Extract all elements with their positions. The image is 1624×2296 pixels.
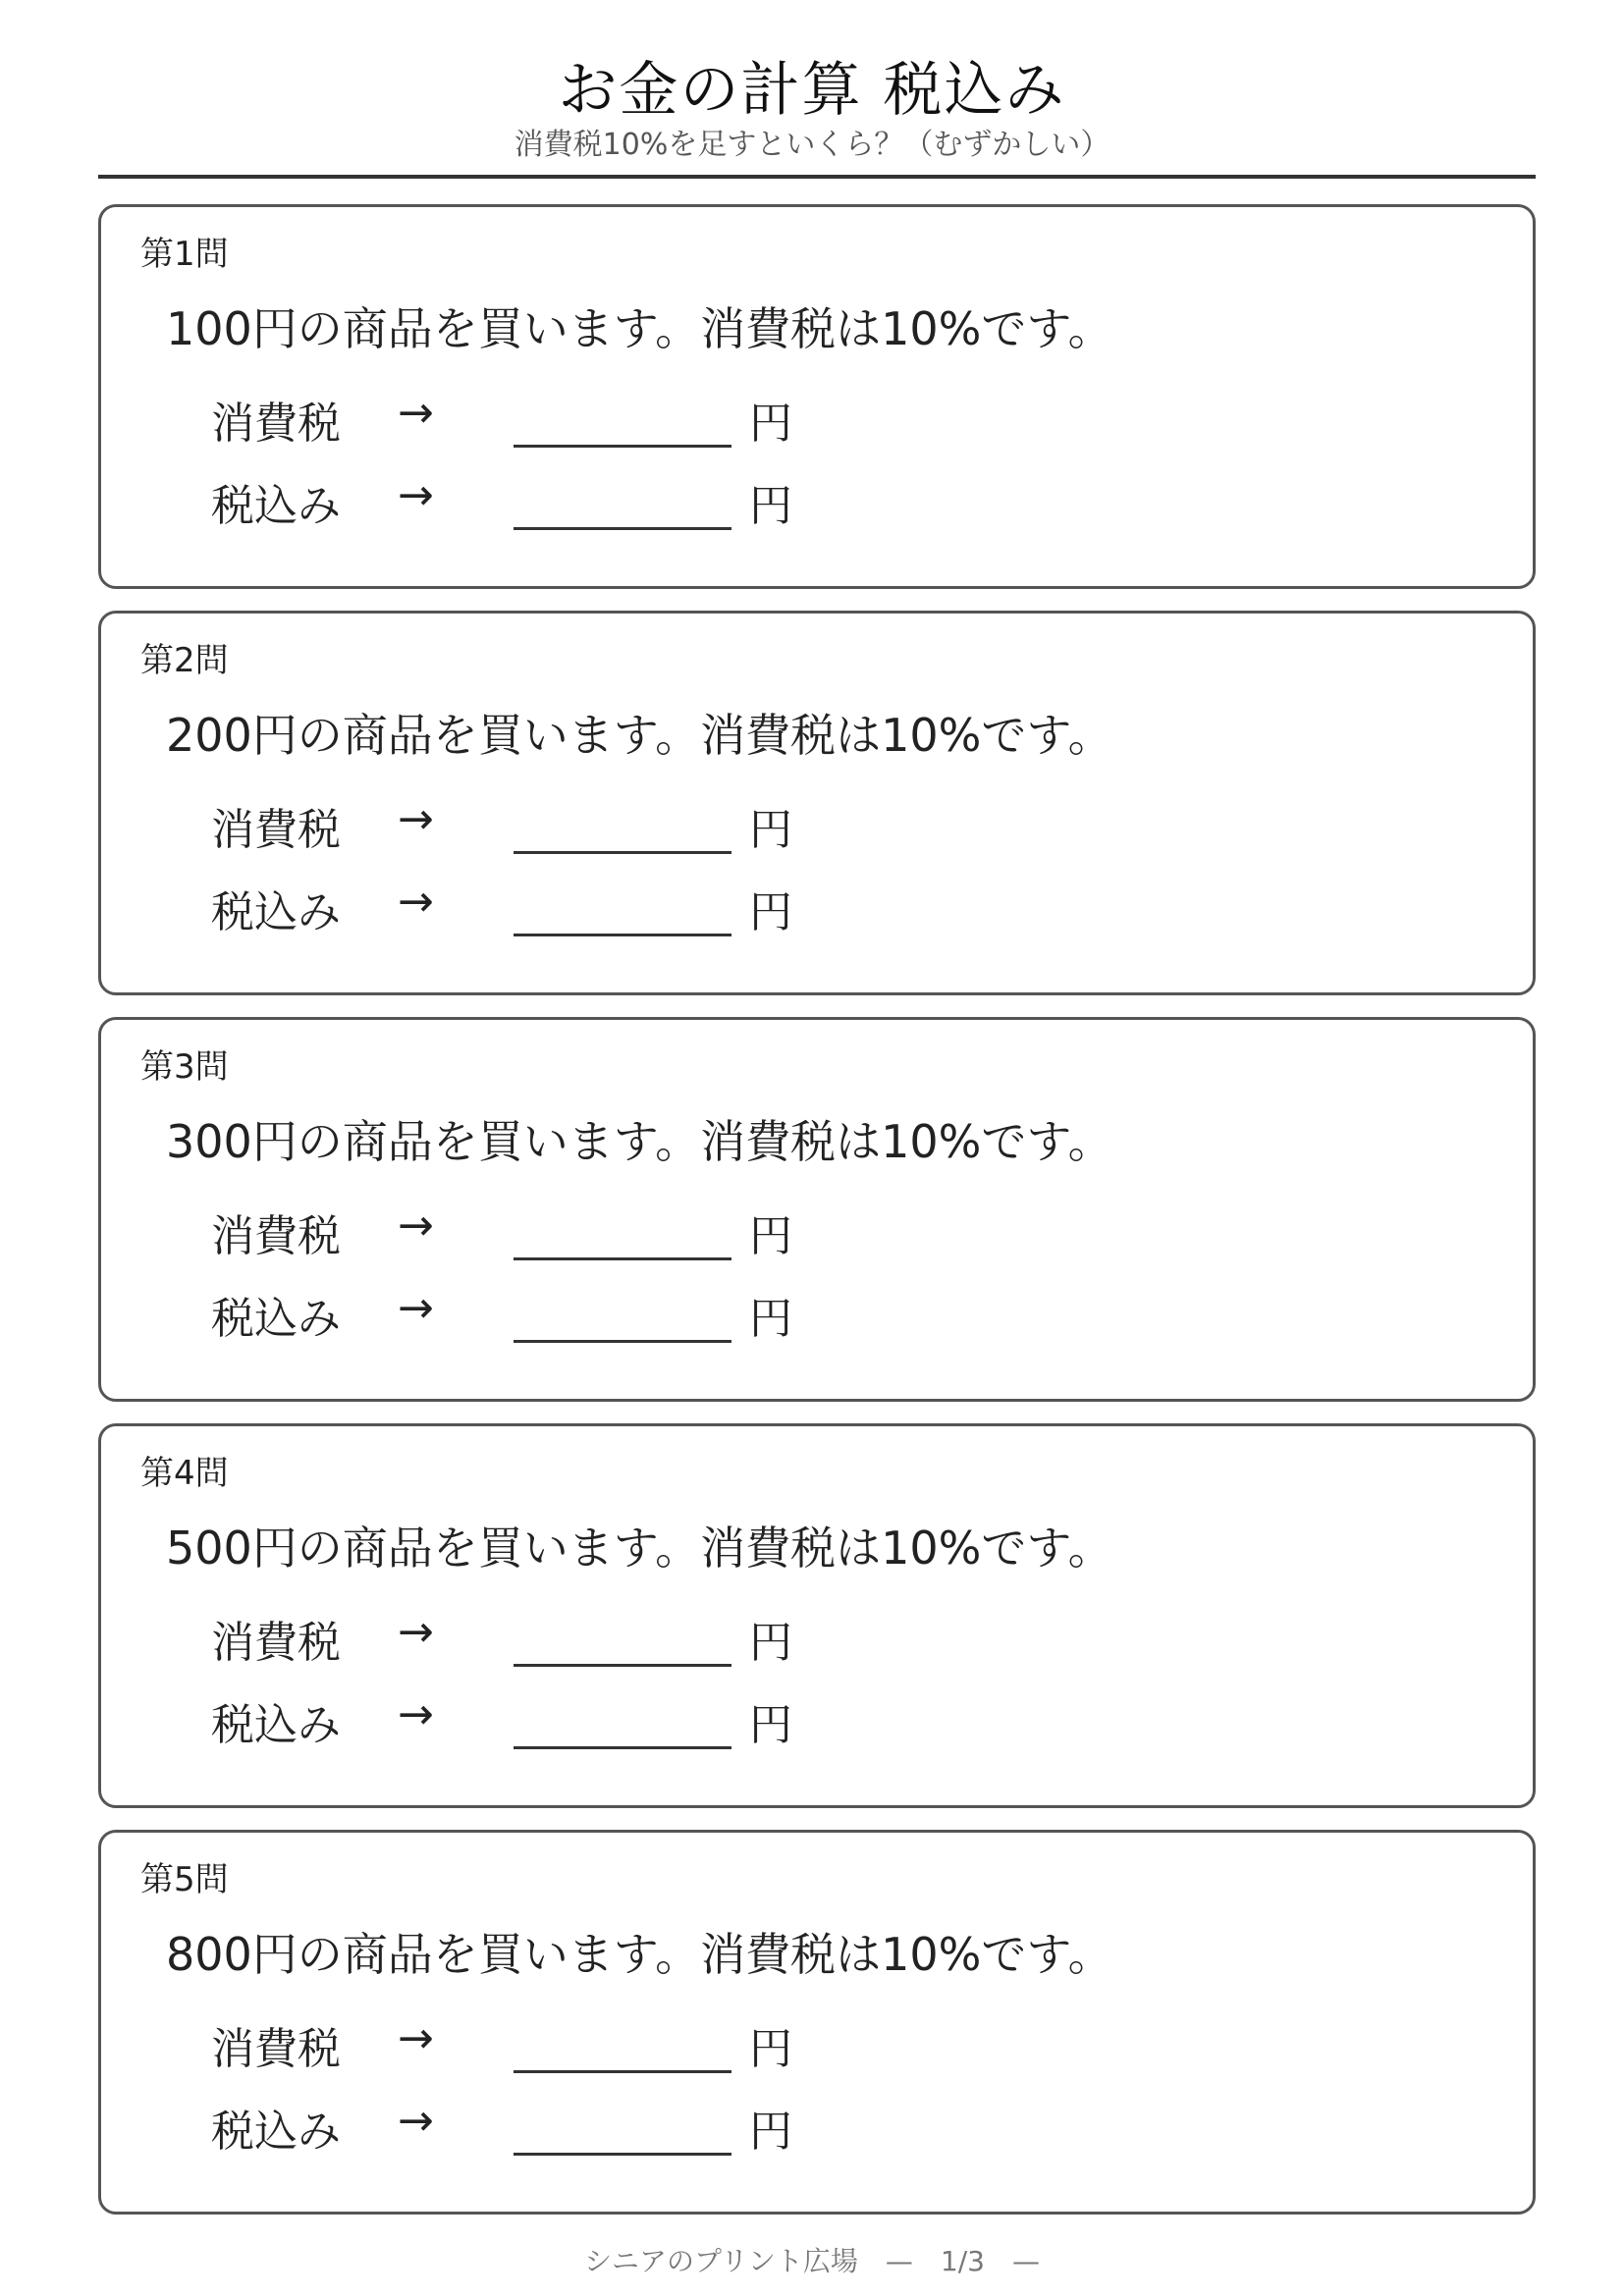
problem-card bbox=[98, 1423, 1536, 1808]
tax-label: 消費税 bbox=[211, 2024, 341, 2074]
arrow-icon: → bbox=[398, 1607, 434, 1657]
total-answer-blank[interactable] bbox=[514, 1340, 731, 1343]
tax-label: 消費税 bbox=[211, 1618, 341, 1668]
problem-text: 300円の商品を買います。消費税は10%です。 bbox=[166, 1115, 1113, 1168]
answer-row-tax bbox=[211, 794, 997, 853]
total-answer-blank[interactable] bbox=[514, 1746, 731, 1749]
unit-label: 円 bbox=[749, 805, 792, 855]
unit-label: 円 bbox=[749, 1700, 792, 1750]
page-footer: シニアのプリント広場 — 1/3 — bbox=[584, 2245, 1040, 2277]
unit-label: 円 bbox=[749, 399, 792, 449]
answer-row-tax bbox=[211, 2013, 997, 2072]
tax-answer-blank[interactable] bbox=[514, 851, 731, 854]
total-label: 税込み bbox=[211, 2107, 341, 2157]
total-label: 税込み bbox=[211, 887, 341, 937]
answer-row-tax bbox=[211, 388, 997, 447]
tax-label: 消費税 bbox=[211, 399, 341, 449]
tax-answer-blank[interactable] bbox=[514, 2070, 731, 2073]
tax-answer-blank[interactable] bbox=[514, 445, 731, 448]
arrow-icon: → bbox=[398, 1283, 434, 1333]
problem-number: 第1問 bbox=[140, 235, 229, 274]
problem-card bbox=[98, 1017, 1536, 1402]
problem-text: 500円の商品を買います。消費税は10%です。 bbox=[166, 1522, 1113, 1575]
arrow-icon: → bbox=[398, 2013, 434, 2063]
problem-text: 800円の商品を買います。消費税は10%です。 bbox=[166, 1928, 1113, 1981]
problem-number: 第5問 bbox=[140, 1860, 229, 1899]
problem-card bbox=[98, 1830, 1536, 2215]
tax-answer-blank[interactable] bbox=[514, 1257, 731, 1260]
unit-label: 円 bbox=[749, 481, 792, 531]
arrow-icon: → bbox=[398, 1201, 434, 1251]
problem-text: 100円の商品を買います。消費税は10%です。 bbox=[166, 302, 1113, 355]
page-title: お金の計算 税込み bbox=[558, 56, 1066, 125]
problem-number: 第4問 bbox=[140, 1454, 229, 1493]
tax-label: 消費税 bbox=[211, 805, 341, 855]
answer-row-tax bbox=[211, 1201, 997, 1259]
header-divider bbox=[98, 175, 1536, 179]
total-label: 税込み bbox=[211, 1294, 341, 1344]
unit-label: 円 bbox=[749, 1294, 792, 1344]
total-answer-blank[interactable] bbox=[514, 527, 731, 530]
arrow-icon: → bbox=[398, 388, 434, 438]
problem-text: 200円の商品を買います。消費税は10%です。 bbox=[166, 709, 1113, 762]
total-answer-blank[interactable] bbox=[514, 2153, 731, 2156]
arrow-icon: → bbox=[398, 1689, 434, 1739]
answer-row-total bbox=[211, 877, 997, 935]
unit-label: 円 bbox=[749, 1211, 792, 1261]
answer-row-total bbox=[211, 1283, 997, 1342]
page-subtitle: 消費税10%を足すといくら？（むずかしい） bbox=[514, 128, 1110, 162]
arrow-icon: → bbox=[398, 470, 434, 520]
arrow-icon: → bbox=[398, 2096, 434, 2146]
problem-list bbox=[98, 204, 1536, 2236]
page-header bbox=[0, 51, 1624, 165]
arrow-icon: → bbox=[398, 877, 434, 927]
answer-row-total bbox=[211, 1689, 997, 1748]
answer-row-tax bbox=[211, 1607, 997, 1666]
unit-label: 円 bbox=[749, 2024, 792, 2074]
tax-label: 消費税 bbox=[211, 1211, 341, 1261]
total-label: 税込み bbox=[211, 1700, 341, 1750]
unit-label: 円 bbox=[749, 887, 792, 937]
unit-label: 円 bbox=[749, 2107, 792, 2157]
problem-card bbox=[98, 611, 1536, 995]
unit-label: 円 bbox=[749, 1618, 792, 1668]
problem-card bbox=[98, 204, 1536, 589]
problem-number: 第3問 bbox=[140, 1047, 229, 1087]
tax-answer-blank[interactable] bbox=[514, 1664, 731, 1667]
total-label: 税込み bbox=[211, 481, 341, 531]
arrow-icon: → bbox=[398, 794, 434, 844]
answer-row-total bbox=[211, 470, 997, 529]
answer-row-total bbox=[211, 2096, 997, 2155]
problem-number: 第2問 bbox=[140, 641, 229, 680]
total-answer-blank[interactable] bbox=[514, 934, 731, 936]
